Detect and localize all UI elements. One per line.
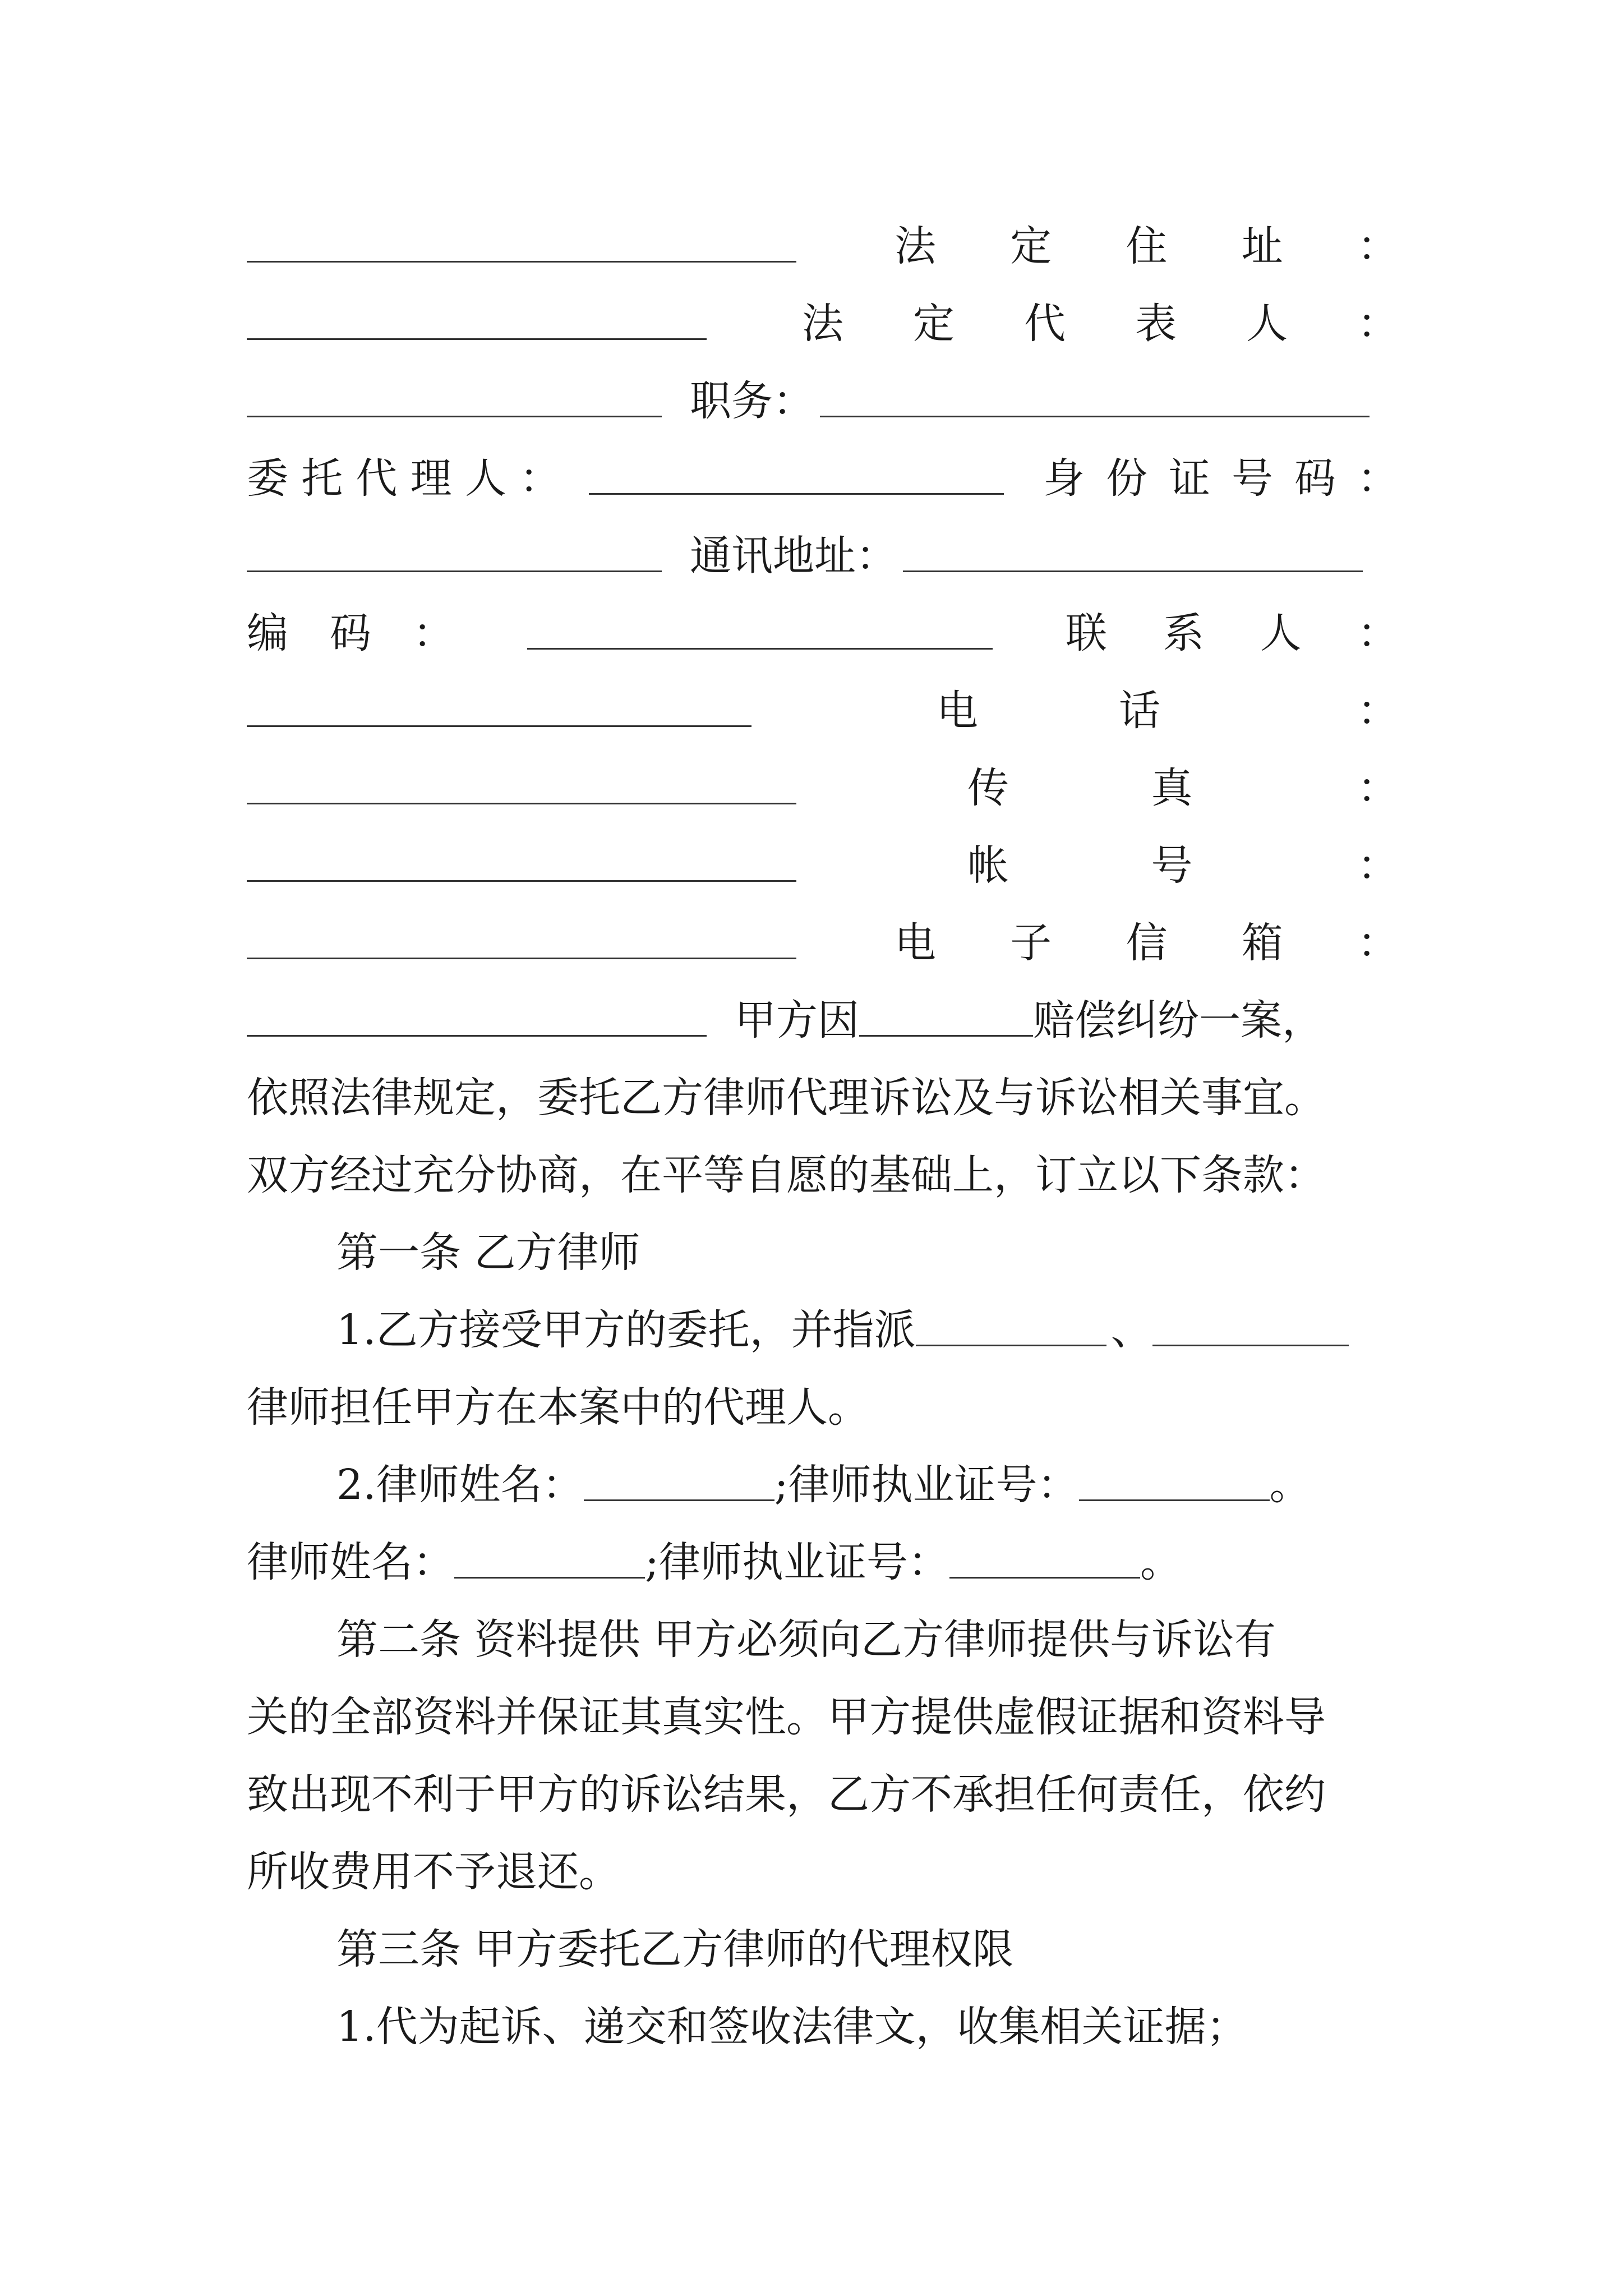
blank-underline[interactable] (247, 958, 796, 959)
phone-row (247, 655, 1399, 735)
account-row (247, 810, 1399, 890)
entrust-text: 依照法律规定，委托乙方律师代理诉讼及与诉讼相关事宜。 (247, 1074, 1326, 1122)
blank-underline[interactable] (859, 1035, 1033, 1037)
blank-underline[interactable] (527, 648, 993, 650)
blank-underline[interactable] (454, 1577, 645, 1579)
case-intro-text-a: 甲方因 (735, 996, 859, 1045)
article-1-item-1-text: 1.乙方接受甲方的委托，并指派 (336, 1306, 916, 1354)
article-1-title-text: 第一条 乙方律师 (336, 1228, 640, 1277)
period: 。 (1269, 1461, 1311, 1509)
article-2-text-1: 第二条 资料提供 甲方必须向乙方律师提供与诉讼有 (336, 1616, 1276, 1664)
article-1-item-2 (247, 1429, 1385, 1509)
phone-label: 电 话 ： (937, 687, 1399, 735)
agent-label: 委 托 代 理 人 ： (247, 454, 561, 503)
blank-underline[interactable] (1079, 1499, 1270, 1501)
case-intro-row (247, 965, 1385, 1045)
article-2-line-1 (247, 1584, 1385, 1664)
article-3-title-text: 第三条 甲方委托乙方律师的代理权限 (336, 1925, 1014, 1973)
address-row (247, 191, 1399, 270)
agent-row (247, 423, 1399, 503)
blank-underline[interactable] (589, 493, 1004, 495)
article-1-item-1-cont: 律师担任甲方在本案中的代理人。 (247, 1383, 869, 1432)
article-3-item-1-text: 1.代为起诉、递交和签收法律文，收集相关证据； (336, 2003, 1248, 2051)
article-3-item-1 (247, 1971, 1385, 2051)
blank-underline[interactable] (247, 880, 796, 882)
blank-underline[interactable] (247, 725, 751, 727)
case-intro-text-b: 赔偿纠纷一案， (1033, 996, 1324, 1045)
address-label: 法 定 住 址 ： (895, 222, 1399, 270)
blank-underline[interactable] (247, 261, 796, 263)
article-1-item-1 (247, 1274, 1385, 1354)
mail-address-row (247, 500, 1385, 580)
email-row (247, 887, 1399, 967)
contact-label: 联 系 人 ： (1066, 609, 1399, 657)
body-line (247, 1042, 1385, 1122)
article-2-line-2 (247, 1662, 1385, 1741)
license-number-label: ;律师执业证号： (774, 1461, 1079, 1509)
blank-underline[interactable] (247, 338, 707, 340)
article-2-text-2: 关的全部资料并保证其真实性。甲方提供虚假证据和资料导 (247, 1693, 1326, 1741)
body-line (247, 1352, 1385, 1432)
postcode-row (247, 578, 1399, 657)
postcode-label: 编 码 ： (247, 609, 454, 657)
article-2-line-4 (247, 1816, 1385, 1896)
license-number-label: ;律师执业证号： (645, 1538, 949, 1586)
blank-underline[interactable] (916, 1345, 1106, 1346)
id-number-label: 身 份 证 号 码 ： (1043, 454, 1399, 503)
blank-underline[interactable] (1152, 1345, 1349, 1346)
blank-underline[interactable] (820, 416, 1370, 417)
position-label: 职务： (690, 377, 814, 425)
article-2-text-4: 所收费用不予退还。 (247, 1848, 620, 1896)
separator: 、 (1110, 1306, 1152, 1354)
blank-underline[interactable] (584, 1499, 774, 1501)
fax-label: 传 真 ： (967, 764, 1399, 812)
lawyer-name-label: 2.律师姓名： (336, 1461, 584, 1509)
period: 。 (1140, 1538, 1182, 1586)
blank-underline[interactable] (247, 416, 662, 417)
mail-address-label: 通讯地址： (690, 532, 897, 580)
legal-rep-row (247, 268, 1399, 348)
lawyer-name-label: 律师姓名： (247, 1538, 454, 1586)
email-label: 电 子 信 箱 ： (895, 919, 1399, 967)
blank-underline[interactable] (949, 1577, 1140, 1579)
legal-rep-label: 法 定 代 表 人 ： (802, 300, 1399, 348)
agree-text: 双方经过充分协商，在平等自愿的基础上，订立以下条款： (247, 1151, 1326, 1199)
article-2-line-3 (247, 1739, 1385, 1819)
article-2-text-3: 致出现不利于甲方的诉讼结果，乙方不承担任何责任，依约 (247, 1770, 1326, 1819)
position-row (247, 346, 1385, 425)
blank-underline[interactable] (247, 1035, 707, 1037)
fax-row (247, 733, 1399, 812)
article-3-title (247, 1894, 1385, 1973)
article-1-title (247, 1197, 1385, 1277)
account-label: 帐 号 ： (967, 841, 1399, 890)
article-1-item-3 (247, 1507, 1385, 1586)
body-line (247, 1120, 1385, 1199)
blank-underline[interactable] (247, 570, 662, 572)
blank-underline[interactable] (903, 570, 1363, 572)
blank-underline[interactable] (247, 803, 796, 804)
